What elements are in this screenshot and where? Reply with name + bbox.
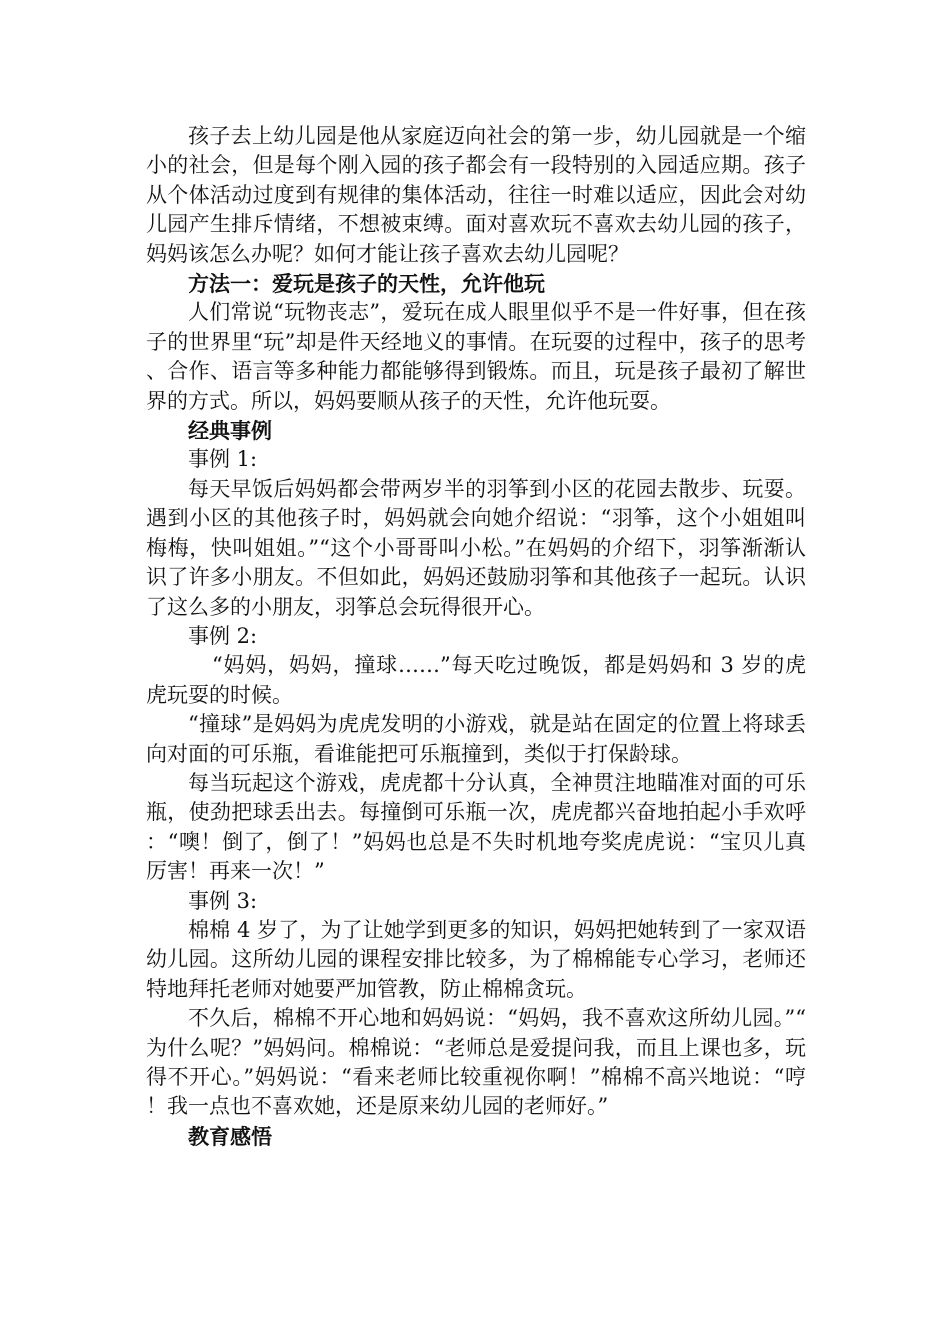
heading-classic-examples: 经典事例 [188, 418, 272, 444]
example-1-label: 事例 1: [188, 447, 258, 472]
paragraph-example-3-dialogue: 不久后，棉棉不开心地和妈妈说：“妈妈，我不喜欢这所幼儿园。”“为什么呢？”妈妈问。棉棉说：“老师总是爱提问我，而且上课也多，玩得不开心。”妈妈说：“看来老师比较重视你啊！”棉棉不高兴地说：“哼！我一点也不喜欢她，还是原来幼儿园的老师好。” [146, 1006, 806, 1119]
heading-method-one: 方法一：爱玩是孩子的天性，允许他玩 [188, 271, 545, 297]
paragraph-example-2-game: “撞球”是妈妈为虎虎发明的小游戏，就是站在固定的位置上将球丢向对面的可乐瓶，看谁能把可乐瓶撞到，类似于打保龄球。 [146, 712, 806, 766]
paragraph-intro: 孩子去上幼儿园是他从家庭迈向社会的第一步，幼儿园就是一个缩小的社会，但是每个刚入园的孩子都会有一段特别的入园适应期。孩子从个体活动过度到有规律的集体活动，往往一时难以适应，因此会对幼儿园产生排斥情绪，不想被束缚。面对喜欢玩不喜欢去幼儿园的孩子，妈妈该怎么办呢？如何才能让孩子喜欢去幼儿园呢？ [146, 124, 806, 266]
document-body [146, 122, 806, 1151]
heading-education-insight: 教育感悟 [188, 1123, 272, 1149]
example-2-label: 事例 2: [188, 623, 258, 648]
paragraph-method-one: 人们常说“玩物丧志”，爱玩在成人眼里似乎不是一件好事，但在孩子的世界里“玩”却是件天经地义的事情。在玩耍的过程中，孩子的思考、合作、语言等多种能力都能够得到锻炼。而且，玩是孩子最初了解世界的方式。所以，妈妈要顺从孩子的天性，允许他玩耍。 [146, 300, 806, 413]
paragraph-example-1: 每天早饭后妈妈都会带两岁半的羽筝到小区的花园去散步、玩耍。遇到小区的其他孩子时，妈妈就会向她介绍说：“羽筝，这个小姐姐叫梅梅，快叫姐姐。”“这个小哥哥叫小松。”在妈妈的介绍下，羽筝渐渐认识了许多小朋友。不但如此，妈妈还鼓励羽筝和其他孩子一起玩。认识了这么多的小朋友，羽筝总会玩得很开心。 [146, 476, 806, 619]
paragraph-example-2-play: 每当玩起这个游戏，虎虎都十分认真，全神贯注地瞄准对面的可乐瓶，使劲把球丢出去。每撞倒可乐瓶一次，虎虎都兴奋地拍起小手欢呼：“噢！倒了，倒了！”妈妈也总是不失时机地夸奖虎虎说：“宝贝儿真厉害！再来一次！” [146, 770, 806, 884]
paragraph-example-2-intro: “妈妈，妈妈，撞球……”每天吃过晚饭，都是妈妈和 3 岁的虎虎玩耍的时候。 [146, 653, 806, 707]
paragraph-example-3: 棉棉 4 岁了，为了让她学到更多的知识，妈妈把她转到了一家双语幼儿园。这所幼儿园的课程安排比较多，为了棉棉能专心学习，老师还特地拜托老师对她要严加管教，防止棉棉贪玩。 [146, 917, 806, 1001]
example-3-label: 事例 3: [188, 888, 258, 913]
